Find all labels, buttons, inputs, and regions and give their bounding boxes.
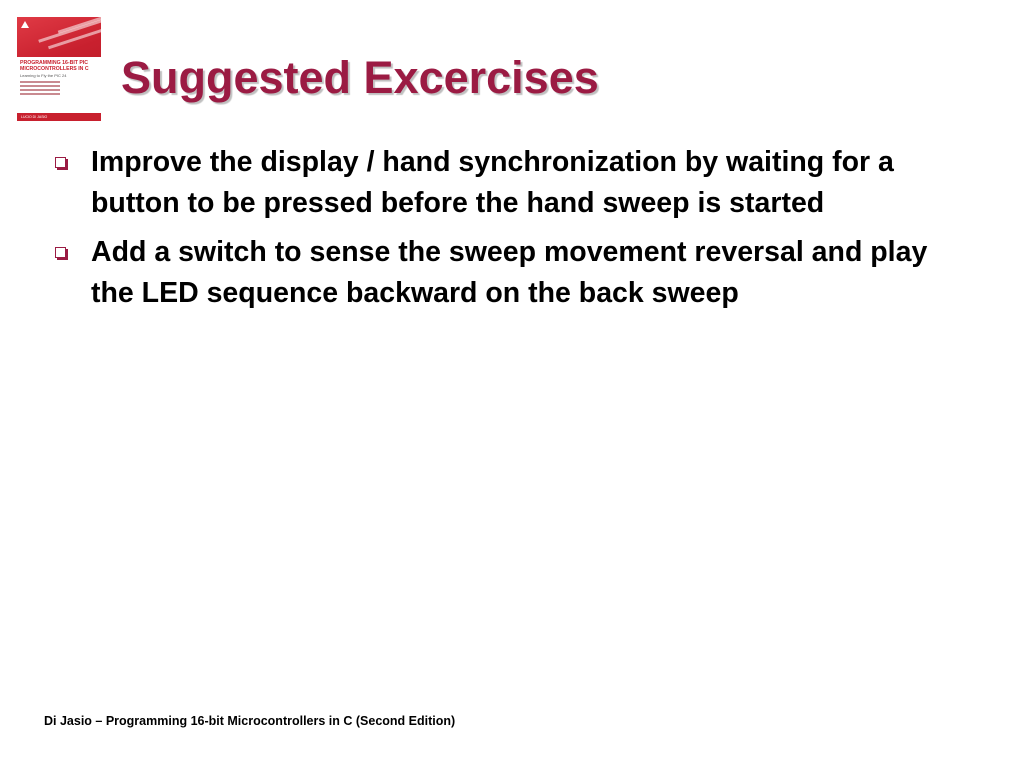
book-cover-image <box>17 17 101 121</box>
bullet-text: Add a switch to sense the sweep movement reversal and play the LED sequence backward on the back sweep <box>91 236 928 309</box>
square-bullet-icon <box>55 247 66 258</box>
square-bullet-icon <box>55 157 66 168</box>
publisher-logo-icon <box>21 21 29 28</box>
bullet-text: Improve the display / hand synchronization by waiting for a button to be pressed before the hand sweep is started <box>91 146 894 219</box>
bullet-item <box>55 232 955 314</box>
book-cover-subtitle: Learning to Fly the PIC 24 <box>20 73 67 78</box>
bullet-list <box>55 142 955 322</box>
slide-title: Suggested Excercises <box>121 52 599 103</box>
book-cover-author: LUCIO DI JASIO <box>21 115 48 119</box>
book-cover-title: PROGRAMMING 16-BIT PIC MICROCONTROLLERS IN C <box>20 60 89 72</box>
bullet-item <box>55 142 955 224</box>
slide-footer: Di Jasio – Programming 16-bit Microcontrollers in C (Second Edition) <box>44 714 456 728</box>
